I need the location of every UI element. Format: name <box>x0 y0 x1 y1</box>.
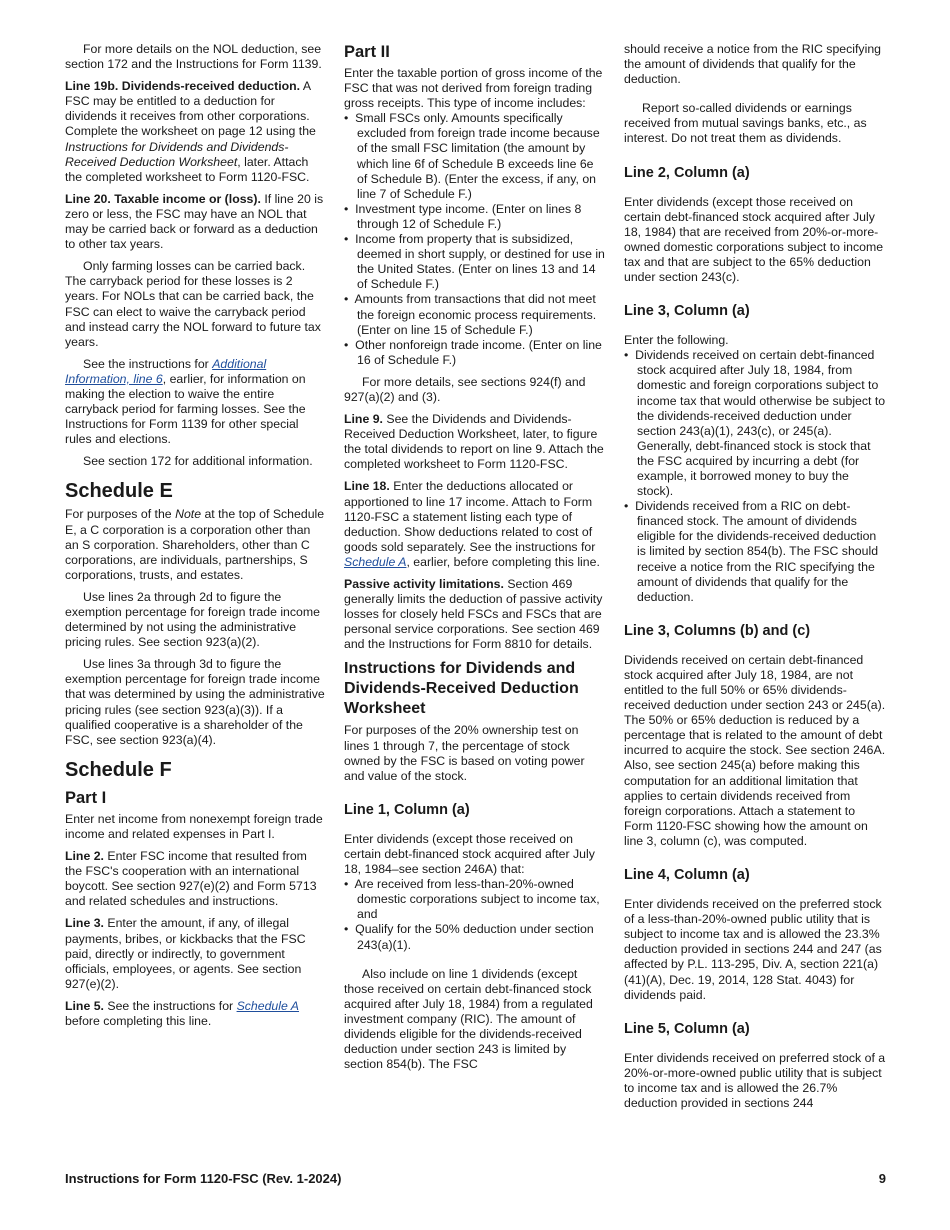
line-2-text: Enter dividends (except those received on certain debt-financed stock acquired after July 18, 1984) that are received from 20%-or-more-owned domestic corporations subject to income tax and that are subject to the 65% deduction under section 243(c). <box>624 194 884 285</box>
schedule-e-note: Note <box>175 507 202 522</box>
nol-more-text: For more details on the NOL deduction, see section 172 and the Instructions for Form 1139. <box>65 42 322 72</box>
schedule-a-link-2[interactable]: Schedule A <box>344 554 407 569</box>
part-2-intro: Enter the taxable portion of gross income of the FSC that was not derived from foreign trading gross receipts. This type of income includes: <box>344 66 603 111</box>
f-line-2-heading: Line 2. <box>65 849 104 864</box>
f-line-5-text-end: before completing this line. <box>65 1013 212 1028</box>
line-20-text: If line 20 is zero or less, the FSC may have an NOL that may be carried back or forward as a deduction to other tax years. <box>65 191 324 252</box>
list-item: • Qualify for the 50% deduction under section 243(a)(1). <box>344 922 594 952</box>
also-include-text: Also include on line 1 dividends (except those received on certain debt-financed stock acquired after July 18, 1984) from a regulated investment company (RIC). The amount of dividends eligible for the dividends-received deduction under section 243 is limited by section 854(b). The FSC <box>344 966 593 1072</box>
see-instructions-paragraph <box>65 357 327 448</box>
dividends-instructions-title: Instructions for Dividends and Dividends-Received Deduction Worksheet <box>344 660 579 718</box>
schedule-e-title: Schedule E <box>65 480 173 503</box>
line-20-heading: Line 20. Taxable income or (loss). <box>65 191 261 206</box>
schedule-e-text-end: at the top of Schedule E, a C corporation is a corporation other than an S corporation. Shareholders, other than C corporations, are individuals, partnerships, S corporations, trusts, and estates. <box>65 507 325 582</box>
bullet-text: Are received from less-than-20%-owned domestic corporations subject to income tax, and <box>354 877 600 922</box>
part-1-text: Enter net income from nonexempt foreign trade income and related expenses in Part I. <box>65 811 323 841</box>
schedule-f-title: Schedule F <box>65 758 172 781</box>
see-instructions-text: See the instructions for <box>83 356 213 371</box>
ric-continued-text: should receive a notice from the RIC specifying the amount of dividends that qualify for the deduction. <box>624 42 881 87</box>
schedule-e-text: For purposes of the <box>65 507 176 522</box>
part-1-title: Part I <box>65 788 107 807</box>
part-2-title: Part II <box>344 43 390 61</box>
line-18-text-end: , earlier, before completing this line. <box>406 554 600 569</box>
schedule-e-paragraph <box>65 507 327 582</box>
f-line-3-text: Enter the amount, if any, of illegal payments, bribes, or kickbacks that the FSC paid, directly or indirectly, to government officials, employees, or agents. See section 927(e)(2). <box>65 916 306 991</box>
line-18-text: Enter the deductions allocated or apportioned to line 17 income. Attach to Form 1120-FSC a statement listing each type of deduction. Show deductions related to cost of goods sold separately. See the instructions for <box>344 479 596 554</box>
dividends-instructions-text: For purposes of the 20% ownership test on lines 1 through 7, the percentage of stock owned by the FSC is based on voting power and value of the stock. <box>344 723 585 783</box>
page-footer <box>65 1171 886 1186</box>
more-924-text: For more details, see sections 924(f) and 927(a)(2) and (3). <box>344 374 586 404</box>
line-3-col-a-title: Line 3, Column (a) <box>624 303 750 320</box>
line-1-col-a-title: Line 1, Column (a) <box>344 801 470 818</box>
list-item: • Investment type income. (Enter on lines 8 through 12 of Schedule F.) <box>344 201 582 231</box>
line-3-bc-text: Dividends received on certain debt-financed stock acquired after July 18, 1984, are not entitled to the full 50% or 65% dividends-received deduction under section 243 or 245(a). The 50% or 65% deduction is reduced by a percentage that is related to the amount of debt incurred to acquire the stock. See section 246A. Also, see section 245(a) before making this computation for an additional limitation that applies to certain dividends received from foreign corporations. Attach a statement to Form 1120-FSC showing how the amount on line 3, column (c), was computed. <box>624 652 886 848</box>
line-2-col-a-title: Line 2, Column (a) <box>624 164 750 181</box>
column-1 <box>65 42 327 1036</box>
line-9-text: See the Dividends and Dividends-Received Deduction Worksheet, later, to figure the total dividends to report on line 9. Attach the completed worksheet to Form 1120-FSC. <box>344 412 604 472</box>
line-19b-heading: Line 19b. Dividends-received deduction. <box>65 79 301 94</box>
line-1-text: Enter dividends (except those received on certain debt-financed stock acquired after July 18, 1984–see section 246A) that: <box>344 831 595 877</box>
additional-info-link[interactable]: Additional Information, line 6 <box>65 356 267 386</box>
list-item: • Dividends received on certain debt-financed stock acquired after July 18, 1984, from domestic and foreign corporations subject to income tax that would otherwise be subject to the dividends-received deduction under section 243(a)(1), 243(c), or 245(a). Generally, debt-financed stock is stock that the FSC acquired by incurring a debt (for example, it borrowed money to buy the stock). <box>624 348 886 499</box>
list-item: • Dividends received from a RIC on debt-financed stock. The amount of dividends eligible for the dividends-received deduction is limited by section 854(b). The FSC should receive a notice from the RIC specifying the amount of dividends that qualify for the deduction. <box>624 499 879 604</box>
report-dividends-text: Report so-called dividends or earnings received from mutual savings banks, etc., as interest. Do not treat them as dividends. <box>624 101 867 146</box>
column-2 <box>344 42 606 1079</box>
bullet-text: Small FSCs only. Amounts specifically excluded from foreign trade income because of the small FSC limitation (the amount by which line 6f of Schedule B exceeds line 6e of Schedule B). (Enter the excess, if any, on line 7 of Schedule F.) <box>355 111 600 201</box>
list-item: • Amounts from transactions that did not meet the foreign economic process requirements. (Enter on line 15 of Schedule F.) <box>344 292 597 337</box>
bullet-text: Qualify for the 50% deduction under section 243(a)(1). <box>355 922 594 952</box>
passive-activity-paragraph <box>344 577 606 652</box>
farming-losses-text: Only farming losses can be carried back. The carryback period for these losses is 2 years. For NOLs that can be carried back, the FSC can elect to waive the carryback period and instead carry the NOL forward to future tax years. <box>65 259 321 349</box>
line-19b-text-end: , later. Attach the completed worksheet to Form 1120-FSC. <box>65 154 310 184</box>
f-line-2-text: Enter FSC income that resulted from the FSC's cooperation with an international boycott. See section 927(e)(2) and Form 5713 and related schedules and instructions. <box>65 849 317 909</box>
line-19b-italic: Instructions for Dividends and Dividends-Received Deduction Worksheet <box>65 139 289 169</box>
lines-2-text: Use lines 2a through 2d to figure the exemption percentage for foreign trade income determined by not using the administrative pricing rules. See section 923(a)(2). <box>65 589 320 650</box>
f-line-5-text: See the instructions for <box>103 998 237 1013</box>
line-19b-text: A FSC may be entitled to a deduction for dividends it receives from other corporations. Complete the worksheet on page 12 using the <box>65 79 316 139</box>
line-3-text: Enter the following. <box>624 333 729 348</box>
line-19b-paragraph <box>65 79 327 185</box>
line-18-paragraph <box>344 479 606 570</box>
footer-title: Instructions for Form 1120-FSC (Rev. 1-2024) <box>65 1171 342 1186</box>
f-line-2-paragraph <box>65 849 327 909</box>
line-4-col-a-title: Line 4, Column (a) <box>624 867 750 884</box>
bullet-text: Amounts from transactions that did not meet the foreign economic process requirements. (Enter on line 15 of Schedule F.) <box>354 292 597 337</box>
passive-activity-heading: Passive activity limitations. <box>344 577 504 591</box>
see-172-text: See section 172 for additional information. <box>83 454 313 469</box>
line-9-heading: Line 9. <box>344 412 383 427</box>
f-line-5-paragraph <box>65 999 327 1029</box>
column-3 <box>624 42 886 1118</box>
f-line-3-paragraph <box>65 916 327 991</box>
passive-activity-text: Section 469 generally limits the deduction of passive activity losses for closely held FSCs and FSCs that are personal service corporations. See section 469 and the Instructions for Form 8810 for details. <box>344 577 603 652</box>
list-item: • Are received from less-than-20%-owned domestic corporations subject to income tax, and <box>344 877 600 922</box>
bullet-text: Income from property that is subsidized, deemed in short supply, or destined for use in the United States. (Enter on lines 13 and 14 of Schedule F.) <box>355 232 605 292</box>
f-line-3-heading: Line 3. <box>65 916 104 931</box>
line-3-cols-bc-title: Line 3, Columns (b) and (c) <box>624 622 811 639</box>
bullet-text: Dividends received on certain debt-financed stock acquired after July 18, 1984, from domestic and foreign corporations subject to income tax that would otherwise be subject to the dividends-received deduction under section 243(a)(1), 243(c), or 245(a). Generally, debt-financed stock is stock that the FSC acquired by incurring a debt (for example, it borrowed money to buy the stock). <box>635 348 886 499</box>
line-18-heading: Line 18. <box>344 479 390 494</box>
line-5-col-a-title: Line 5, Column (a) <box>624 1020 750 1037</box>
f-line-5-heading: Line 5. <box>65 998 104 1013</box>
line-5-text: Enter dividends received on preferred stock of a 20%-or-more-owned public utility that is subject to income tax and is allowed the 26.7% deduction provided in sections 244 <box>624 1050 886 1110</box>
page-number: 9 <box>878 1171 886 1186</box>
line-4-text: Enter dividends received on the preferred stock of a less-than-20%-owned public utility that is subject to income tax and is allowed the 23.3% deduction provided in sections 244 and 247 (as affected by P.L. 113-295, Div. A, section 221(a)(41)(A), Dec. 19, 2014, 128 Stat. 4043) for dividends paid. <box>624 897 882 1002</box>
lines-3-text: Use lines 3a through 3d to figure the exemption percentage for foreign trade income that was determined by using the administrative pricing rules (see section 923(a)(3)). If a qualified cooperative is a shareholder of the FSC, see section 923(a)(4). <box>65 657 325 747</box>
schedule-a-link[interactable]: Schedule A <box>236 998 300 1013</box>
bullet-text: Investment type income. (Enter on lines 8 through 12 of Schedule F.) <box>355 201 582 231</box>
list-item: • Small FSCs only. Amounts specifically excluded from foreign trade income because of the small FSC limitation (the amount by which line 6f of Schedule B exceeds line 6e of Schedule B). (Enter the excess, if any, on line 7 of Schedule F.) <box>344 111 600 201</box>
bullet-text: Dividends received from a RIC on debt-financed stock. The amount of dividends eligible for the dividends-received deduction is limited by section 854(b). The FSC should receive a notice from the RIC specifying the amount of dividends that qualify for the deduction. <box>635 499 879 604</box>
line-20-paragraph <box>65 192 327 252</box>
bullet-text: Other nonforeign trade income. (Enter on line 16 of Schedule F.) <box>355 337 602 367</box>
list-item: • Other nonforeign trade income. (Enter on line 16 of Schedule F.) <box>344 337 602 367</box>
list-item: • Income from property that is subsidized, deemed in short supply, or destined for use in the United States. (Enter on lines 13 and 14 of Schedule F.) <box>344 232 605 292</box>
see-instructions-text-end: , earlier, for information on making the election to waive the entire carryback period for farming losses. See the Instructions for Form 1139 for other special rules and elections. <box>65 371 306 447</box>
line-9-paragraph <box>344 412 606 472</box>
